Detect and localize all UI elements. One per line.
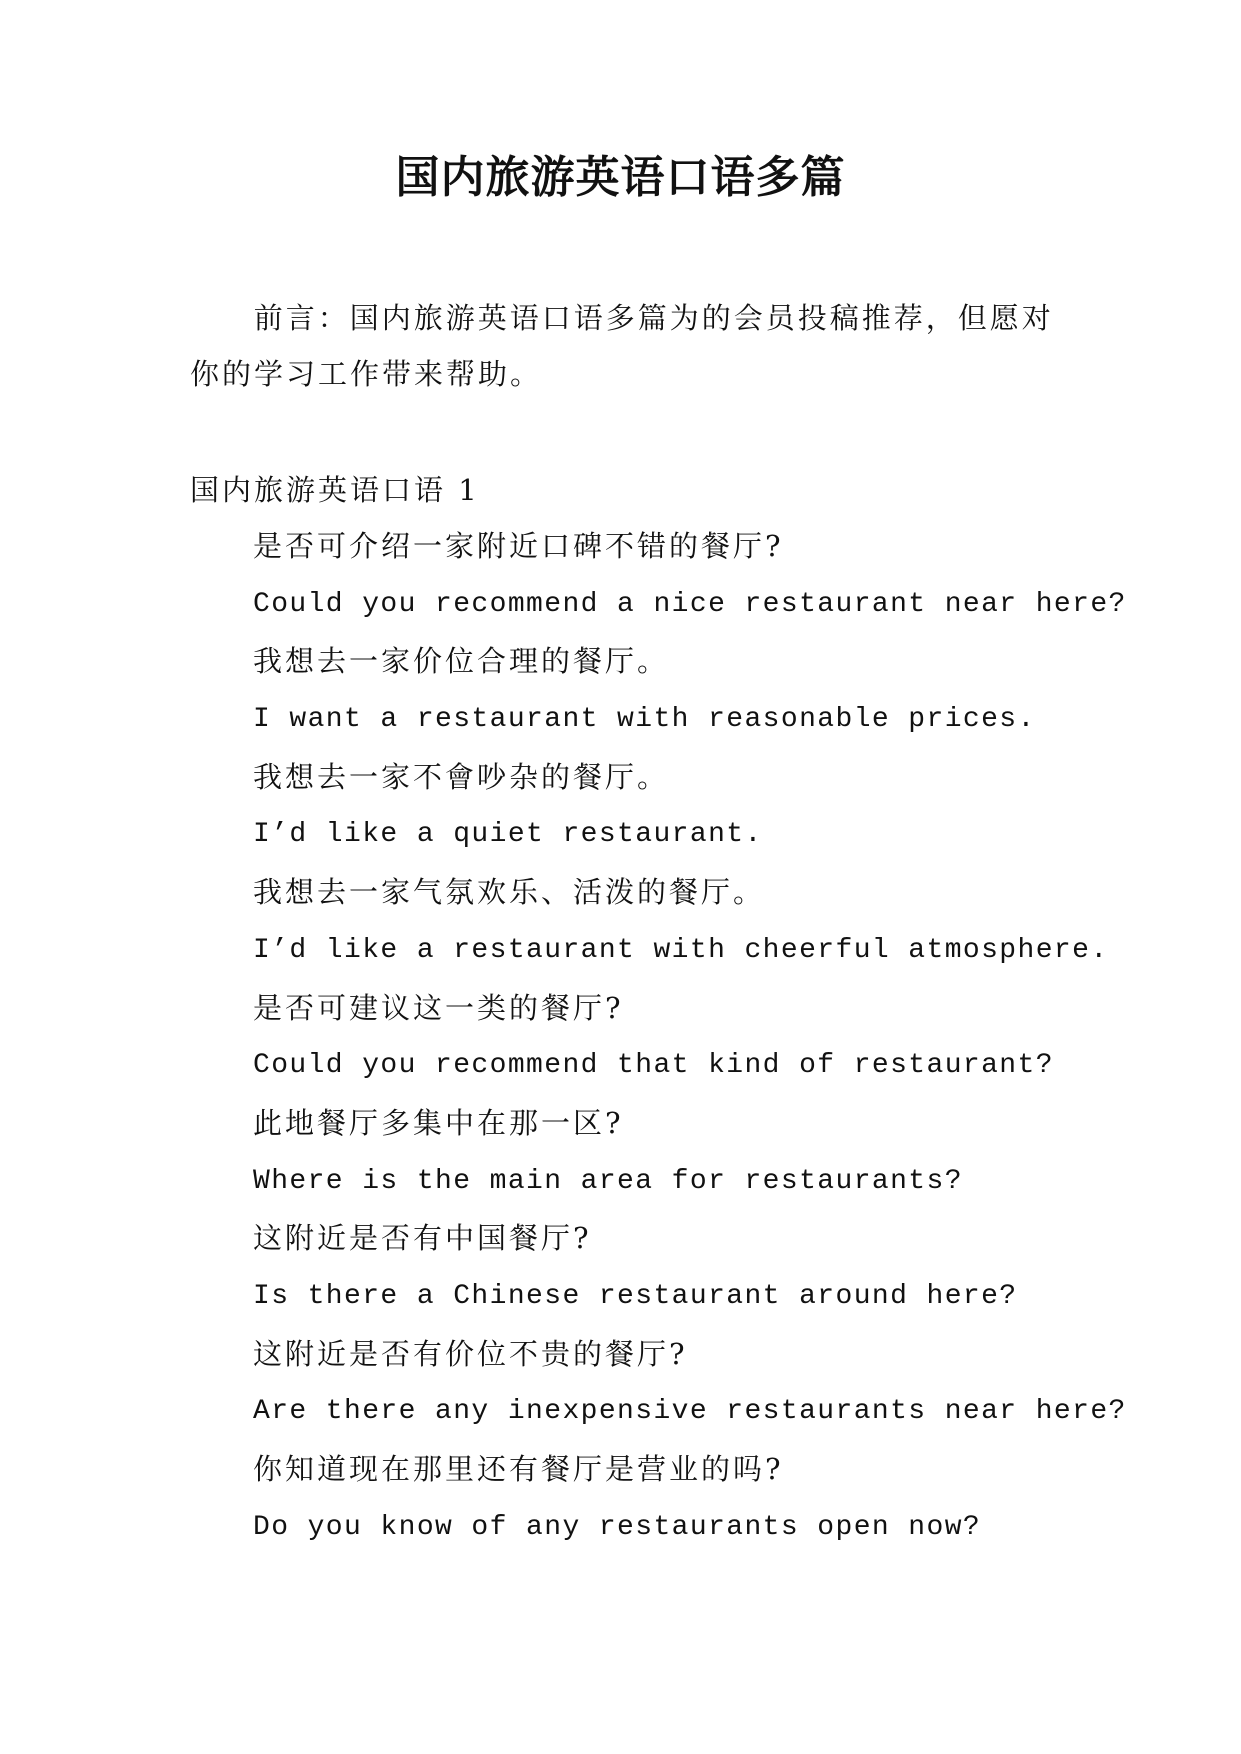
phrase-line-english: Could you recommend that kind of restaurant? [253,1050,1054,1082]
phrase-line-english: I’d like a restaurant with cheerful atmosphere. [253,934,1109,966]
section-heading: 国内旅游英语口语 1 [190,473,480,507]
phrase-line-chinese: 这附近是否有中国餐厅? [253,1221,592,1256]
phrase-line-english: I want a restaurant with reasonable prices. [253,704,1036,736]
phrase-line-english: Are there any inexpensive restaurants near here? [253,1396,1127,1428]
phrase-list [253,518,1153,1556]
phrase-line-chinese: 这附近是否有价位不贵的餐厅? [253,1336,688,1371]
phrase-line-chinese: 你知道现在那里还有餐厅是营业的吗? [253,1452,784,1486]
phrase-line-chinese: 是否可介绍一家附近口碑不错的餐厅? [253,529,784,563]
phrase-line-english: Is there a Chinese restaurant around here? [253,1280,1018,1312]
phrase-line-english: Where is the main area for restaurants? [253,1165,963,1197]
phrase-line-english: Do you know of any restaurants open now? [253,1511,982,1543]
phrase-line-chinese: 我想去一家价位合理的餐厅。 [253,644,670,679]
phrase-line-chinese: 此地餐厅多集中在那一区? [253,1105,624,1140]
preface-paragraph: 前言：国内旅游英语口语多篇为的会员投稿推荐，但愿对你的学习工作带来帮助。 [190,301,1054,391]
phrase-line-chinese: 我想去一家不會吵杂的餐厅。 [253,759,670,794]
phrase-line-english: I’d like a quiet restaurant. [253,819,763,851]
phrase-line-english: Could you recommend a nice restaurant near here? [253,588,1127,620]
phrase-line-chinese: 我想去一家气氛欢乐、活泼的餐厅。 [253,875,766,910]
document-title: 国内旅游英语口语多篇 [395,152,846,203]
phrase-line-chinese: 是否可建议这一类的餐厅? [253,990,624,1025]
